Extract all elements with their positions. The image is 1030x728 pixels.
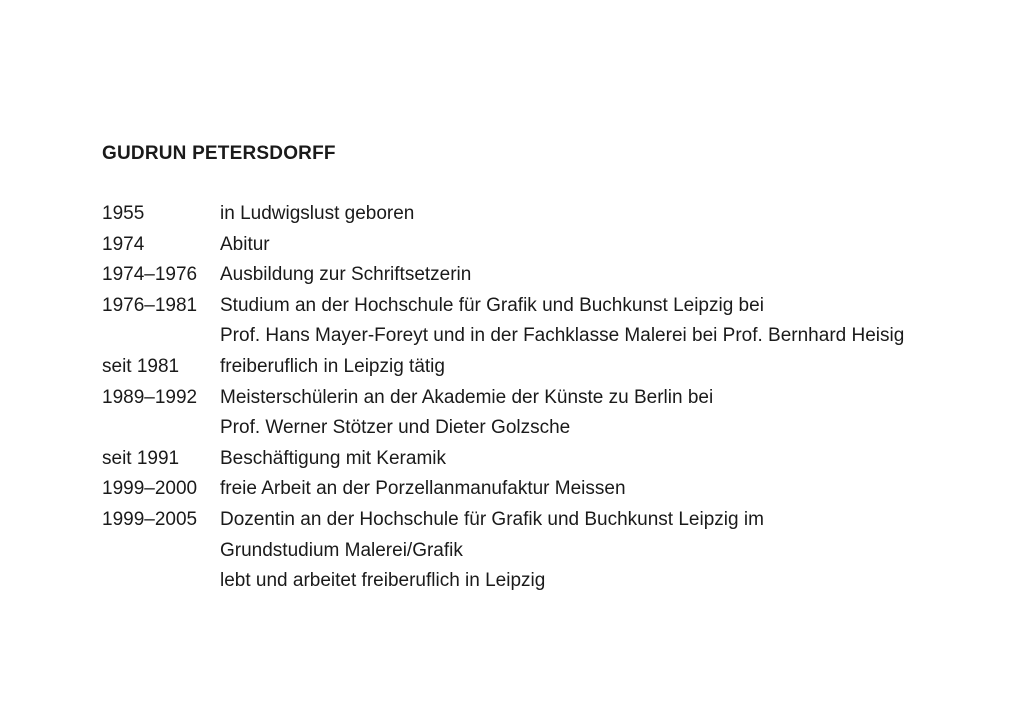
bio-year-empty [102, 321, 220, 352]
bio-text: lebt und arbeitet freiberuflich in Leipzig [220, 570, 546, 592]
bio-text: Beschäftigung mit Keramik [220, 447, 446, 469]
bio-entry [102, 444, 1002, 475]
bio-year: seit 1981 [102, 355, 180, 377]
biography-list [102, 199, 1002, 597]
bio-year-empty [102, 413, 220, 444]
bio-entry [102, 383, 1002, 414]
bio-entry [102, 260, 1002, 291]
bio-text: Abitur [220, 233, 270, 255]
bio-entry [102, 474, 1002, 505]
bio-text: Prof. Werner Stötzer und Dieter Golzsche [220, 417, 571, 439]
bio-entry-continuation [102, 321, 1002, 352]
bio-text: Studium an der Hochschule für Grafik und Buchkunst Leipzig bei [220, 294, 764, 316]
bio-entry-continuation [102, 536, 1002, 567]
bio-entry-continuation [102, 413, 1002, 444]
bio-year: 1955 [102, 203, 145, 224]
bio-year: seit 1991 [102, 447, 180, 469]
bio-entry [102, 291, 1002, 322]
bio-text: in Ludwigslust geboren [220, 203, 415, 224]
bio-year: 1989–1992 [102, 386, 198, 408]
bio-year-empty [102, 536, 220, 567]
bio-text: Ausbildung zur Schriftsetzerin [220, 264, 472, 286]
bio-entry-continuation [102, 566, 1002, 597]
bio-text: Grundstudium Malerei/Grafik [220, 539, 463, 561]
bio-entry [102, 230, 1002, 261]
bio-entry [102, 199, 1002, 230]
bio-entry [102, 352, 1002, 383]
bio-entry [102, 505, 1002, 536]
artist-name-heading: GUDRUN PETERSDORFF [102, 143, 336, 164]
bio-year: 1974–1976 [102, 264, 198, 286]
bio-year: 1999–2005 [102, 508, 198, 530]
bio-text: Meisterschülerin an der Akademie der Künste zu Berlin bei [220, 386, 714, 408]
bio-year-empty [102, 566, 220, 597]
bio-year: 1974 [102, 233, 145, 255]
document-page [102, 140, 1002, 597]
bio-year: 1999–2000 [102, 478, 198, 500]
bio-text: Prof. Hans Mayer-Foreyt und in der Fachklasse Malerei bei Prof. Bernhard Heisig [220, 325, 905, 347]
bio-year: 1976–1981 [102, 294, 198, 316]
bio-text: Dozentin an der Hochschule für Grafik und Buchkunst Leipzig im [220, 508, 764, 530]
bio-text: freiberuflich in Leipzig tätig [220, 355, 445, 377]
bio-text: freie Arbeit an der Porzellanmanufaktur Meissen [220, 478, 626, 500]
